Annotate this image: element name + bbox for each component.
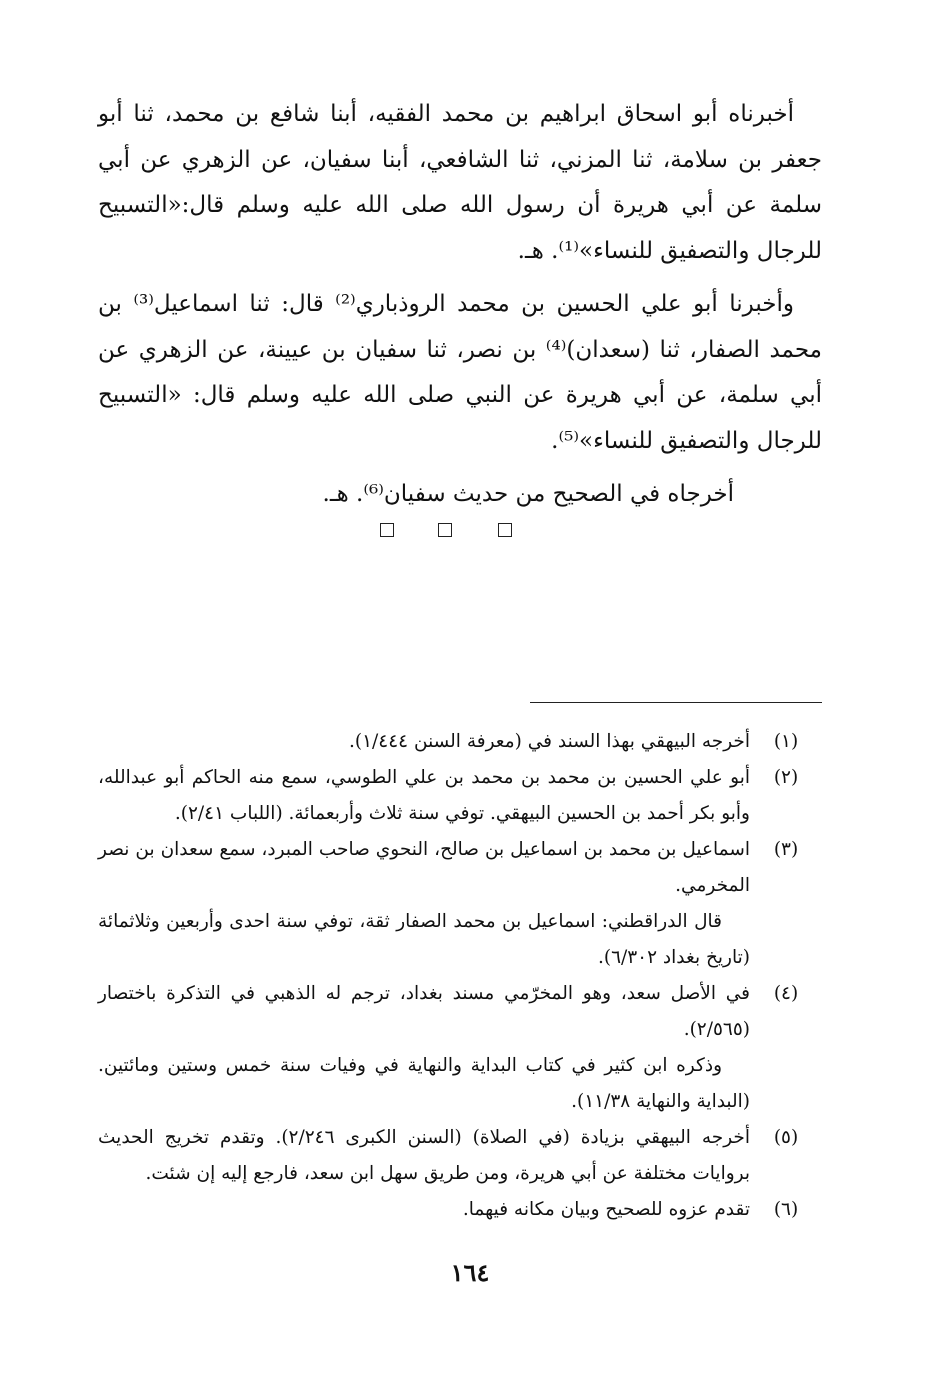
- footnote-text: أخرجه البيهقي بهذا السند في (معرفة السنن ١/٤٤٤).: [349, 731, 750, 752]
- footnote-1: [98, 724, 806, 760]
- paragraph-3: أخرجاه في الصحيح من حديث سفيان⁽⁶⁾. هـ.: [322, 481, 734, 507]
- separator-box-icon: [498, 523, 512, 537]
- separator-box-icon: [438, 523, 452, 537]
- paragraph-2: وأخبرنا أبو علي الحسين بن محمد الروذباري⁽²⁾ قال: ثنا اسماعيل⁽³⁾ بن محمد الصفار، ثنا (سعدان)⁽⁴⁾ بن نصر، ثنا سفيان بن عيينة، عن الزهري عن أبي سلمة، عن أبي هريرة عن النبي صلى الله عليه وسلم قال: «التسبيح للرجال والتصفيق للنساء»⁽⁵⁾.: [98, 291, 823, 454]
- footnote-4: [98, 976, 806, 1120]
- separator-box-icon: [380, 523, 394, 537]
- paragraph-1: أخبرناه أبو اسحاق ابراهيم بن محمد الفقيه، أبنا شافع بن محمد، ثنا أبو جعفر بن سلامة، ثنا المزني، ثنا الشافعي، أبنا سفيان، عن الزهري عن أبي سلمة عن أبي هريرة أن رسول الله صلى الله عليه وسلم قال:«التسبيح للرجال والتصفيق للنساء»⁽¹⁾. هـ.: [98, 101, 822, 264]
- section-separator: [376, 523, 516, 543]
- footnote-text: اسماعيل بن محمد بن اسماعيل بن صالح، النحوي صاحب المبرد، سمع سعدان بن نصر المخرمي.: [98, 839, 750, 896]
- footnote-2: [98, 760, 806, 832]
- footnote-continuation: وذكره ابن كثير في كتاب البداية والنهاية في وفيات سنة خمس وستين ومائتين. (البداية والنهاية ١١/٣٨).: [98, 1055, 750, 1112]
- footnote-text: أبو علي الحسين بن محمد بن محمد بن علي الطوسي، سمع منه الحاكم أبو عبدالله، وأبو بكر أحمد بن الحسين البيهقي. توفي سنة ثلاث وأربعمائة. (اللباب ٢/٤١).: [98, 767, 751, 824]
- footnotes: [98, 724, 806, 1228]
- footnote-text: تقدم عزوه للصحيح وبيان مكانه فيهما.: [462, 1199, 750, 1220]
- footnote-number: (١): [773, 731, 799, 752]
- footnote-3: [98, 832, 806, 976]
- footnote-continuation: قال الدراقطني: اسماعيل بن محمد الصفار ثقة، توفي سنة احدى وأربعين وثلاثمائة (تاريخ بغداد ٦/٣٠٢).: [98, 911, 750, 968]
- footnote-number: (٣): [773, 839, 799, 860]
- footnote-number: (٤): [773, 983, 799, 1004]
- footnote-number: (٦): [773, 1199, 799, 1220]
- page-number: ١٦٤: [450, 1258, 490, 1287]
- footnote-text: في الأصل سعد، وهو المخرّمي مسند بغداد، ترجم له الذهبي في التذكرة باختصار (٢/٥٦٥).: [98, 983, 750, 1040]
- main-text: [98, 92, 822, 526]
- footnote-text: أخرجه البيهقي بزيادة (في الصلاة) (السنن الكبرى ٢/٢٤٦). وتقدم تخريج الحديث بروايات مختلفة عن أبي هريرة، ومن طريق سهل ابن سعد، فارجع إليه إن شئت.: [98, 1127, 750, 1184]
- footnote-5: [98, 1120, 806, 1192]
- footnote-divider: [530, 702, 822, 703]
- footnote-6: [98, 1192, 806, 1228]
- footnote-number: (٢): [773, 767, 799, 788]
- footnote-number: (٥): [773, 1127, 799, 1148]
